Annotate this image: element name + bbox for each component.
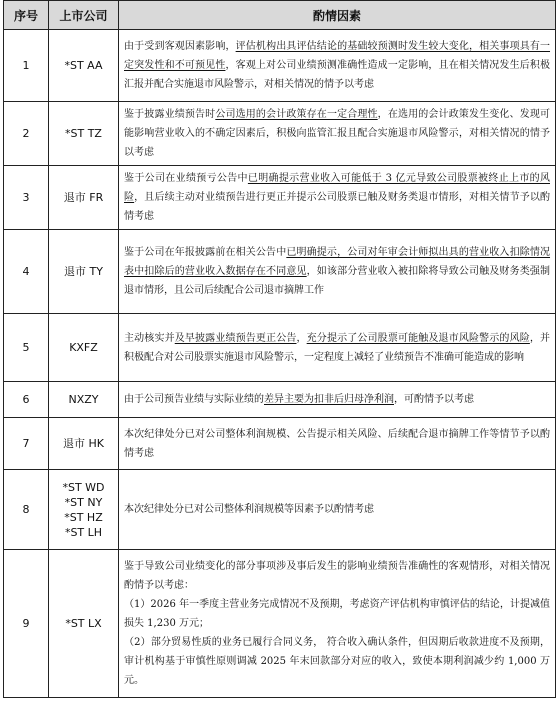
factor-text: ，并积极配合对公司股票实施退市风险警示，一定程度上减轻了业绩预告不准确可能造成的影响 [124, 332, 551, 363]
table-row [4, 314, 556, 382]
row-factor [119, 102, 556, 166]
row-factor [119, 418, 556, 470]
header-row [4, 1, 556, 30]
underlined-text: 差异主要为扣非后归母净利润 [264, 394, 394, 405]
table-row [4, 550, 556, 698]
row-seq: 9 [4, 550, 49, 698]
factor-text: ，可酌情予以考虑 [394, 394, 474, 405]
factor-text: 本次纪律处分已对公司整体利润规模等因素予以酌情考虑 [124, 504, 374, 515]
company-name: *ST LH [64, 525, 103, 539]
factor-text: ， [296, 332, 307, 344]
row-seq: 6 [4, 382, 49, 418]
table-row [4, 30, 556, 102]
factor-text: 鉴于公司在业绩预亏公告中 [124, 173, 248, 184]
factor-text: 本次纪律处分已对公司整体利润规模、公告提示相关风险、后续配合退市摘牌工作等情节予以酌情考虑 [124, 428, 550, 459]
company-name: NXZY [68, 393, 99, 406]
company-name: *ST AA [64, 59, 103, 72]
table-row [4, 418, 556, 470]
row-company [49, 470, 119, 550]
row-company [49, 550, 119, 698]
underlined-text: 已明确提示营业收入可能低于 3 亿元导致公司股票被终止上市的风险 [124, 173, 550, 203]
row-seq: 5 [4, 314, 49, 382]
company-name: *ST HZ [64, 510, 103, 524]
factor-text: ，客观上对公司业绩预测准确性造成一定影响，且在相关情况发生后积极汇报并配合实施退市风险警示，对相关情况的情予以考虑 [124, 60, 551, 90]
row-seq: 1 [4, 30, 49, 102]
company-name: 退市 TY [64, 265, 103, 278]
row-factor [119, 30, 556, 102]
company-name: 退市 FR [63, 191, 104, 204]
factor-text: 由于受到客观因素影响， [124, 41, 236, 52]
row-company [49, 314, 119, 382]
factor-paragraph: （2）部分贸易性质的业务已履行合同义务， 符合收入确认条件，但因期后收款进度不及预期，审计机构基于审慎性原则调减 2025 年末回款部分对应的收入，致使本期利润减少约 1,000 万元。 [124, 637, 550, 686]
row-company [49, 230, 119, 314]
row-factor [119, 550, 556, 698]
row-seq: 2 [4, 102, 49, 166]
row-seq: 7 [4, 418, 49, 470]
factor-text: ，且后续主动对业绩预告进行更正并提示公司股票已触及财务类退市情形，对相关情节予以酌情考虑 [124, 192, 551, 222]
row-company [49, 30, 119, 102]
factor-text: ，如该部分营业收入被扣除将导致公司触及财务类强制退市情形，且公司后续配合公司退市摘牌工作 [124, 266, 551, 296]
table-row [4, 102, 556, 166]
factor-paragraph: 鉴于导致公司业绩变化的部分事项涉及事后发生的影响业绩预告准确性的客观情形，对相关情况酌情予以考虑： [124, 561, 550, 591]
factor-text: 由于公司预告业绩与实际业绩的 [124, 394, 264, 405]
header-company: 上市公司 [49, 1, 119, 30]
factor-text: ，在选用的会计政策发生变化、发现可能影响营业收入的不确定因素后，积极向监管汇报且配合实施退市风险警示，对相关情况的情予以考虑 [124, 109, 551, 158]
factor-text: 主动核实并 [124, 332, 175, 344]
row-company [49, 166, 119, 230]
header-seq: 序号 [4, 1, 49, 30]
table-row [4, 470, 556, 550]
company-name: KXFZ [69, 341, 98, 354]
row-factor [119, 470, 556, 550]
row-seq: 3 [4, 166, 49, 230]
underlined-text: 公司选用的会计政策存在一定合理性 [215, 109, 378, 120]
company-name: *ST LX [65, 617, 102, 630]
company-name: 退市 HK [63, 437, 104, 450]
row-factor [119, 314, 556, 382]
header-factors: 酌情因素 [119, 1, 556, 30]
table-row [4, 166, 556, 230]
row-factor [119, 166, 556, 230]
underlined-text: 及早披露业绩预告更正公告 [174, 332, 297, 344]
table-row [4, 230, 556, 314]
factor-paragraph: （1）2026 年一季度主营业务完成情况不及预期，考虑资产评估机构审慎评估的结论，计提减值损失 1,230 万元； [124, 599, 550, 629]
row-company [49, 102, 119, 166]
row-company [49, 382, 119, 418]
company-name: *ST WD [62, 480, 105, 494]
factor-text: 鉴于公司在年报披露前在相关公告中 [124, 247, 287, 258]
table-row [4, 382, 556, 418]
underlined-text: 充分提示了公司股票可能触及退市风险警示的风险 [306, 332, 530, 344]
disciplinary-factors-table [3, 0, 556, 698]
row-factor [119, 230, 556, 314]
underlined-text: 已明确提示，公司对年审会计师拟出具的营业收入扣除情况表中扣除后的营业收入数据存在不同意见 [124, 247, 551, 277]
underlined-text: 评估机构出具评估结论的基础较预测时发生较大变化，相关事项具有一定突发性和不可预见性 [124, 41, 551, 71]
row-seq: 8 [4, 470, 49, 550]
row-factor [119, 382, 556, 418]
factor-text: 鉴于披露业绩预告时 [124, 109, 216, 120]
company-name: *ST TZ [65, 127, 102, 140]
row-company [49, 418, 119, 470]
company-name: *ST NY [64, 495, 103, 509]
row-seq: 4 [4, 230, 49, 314]
